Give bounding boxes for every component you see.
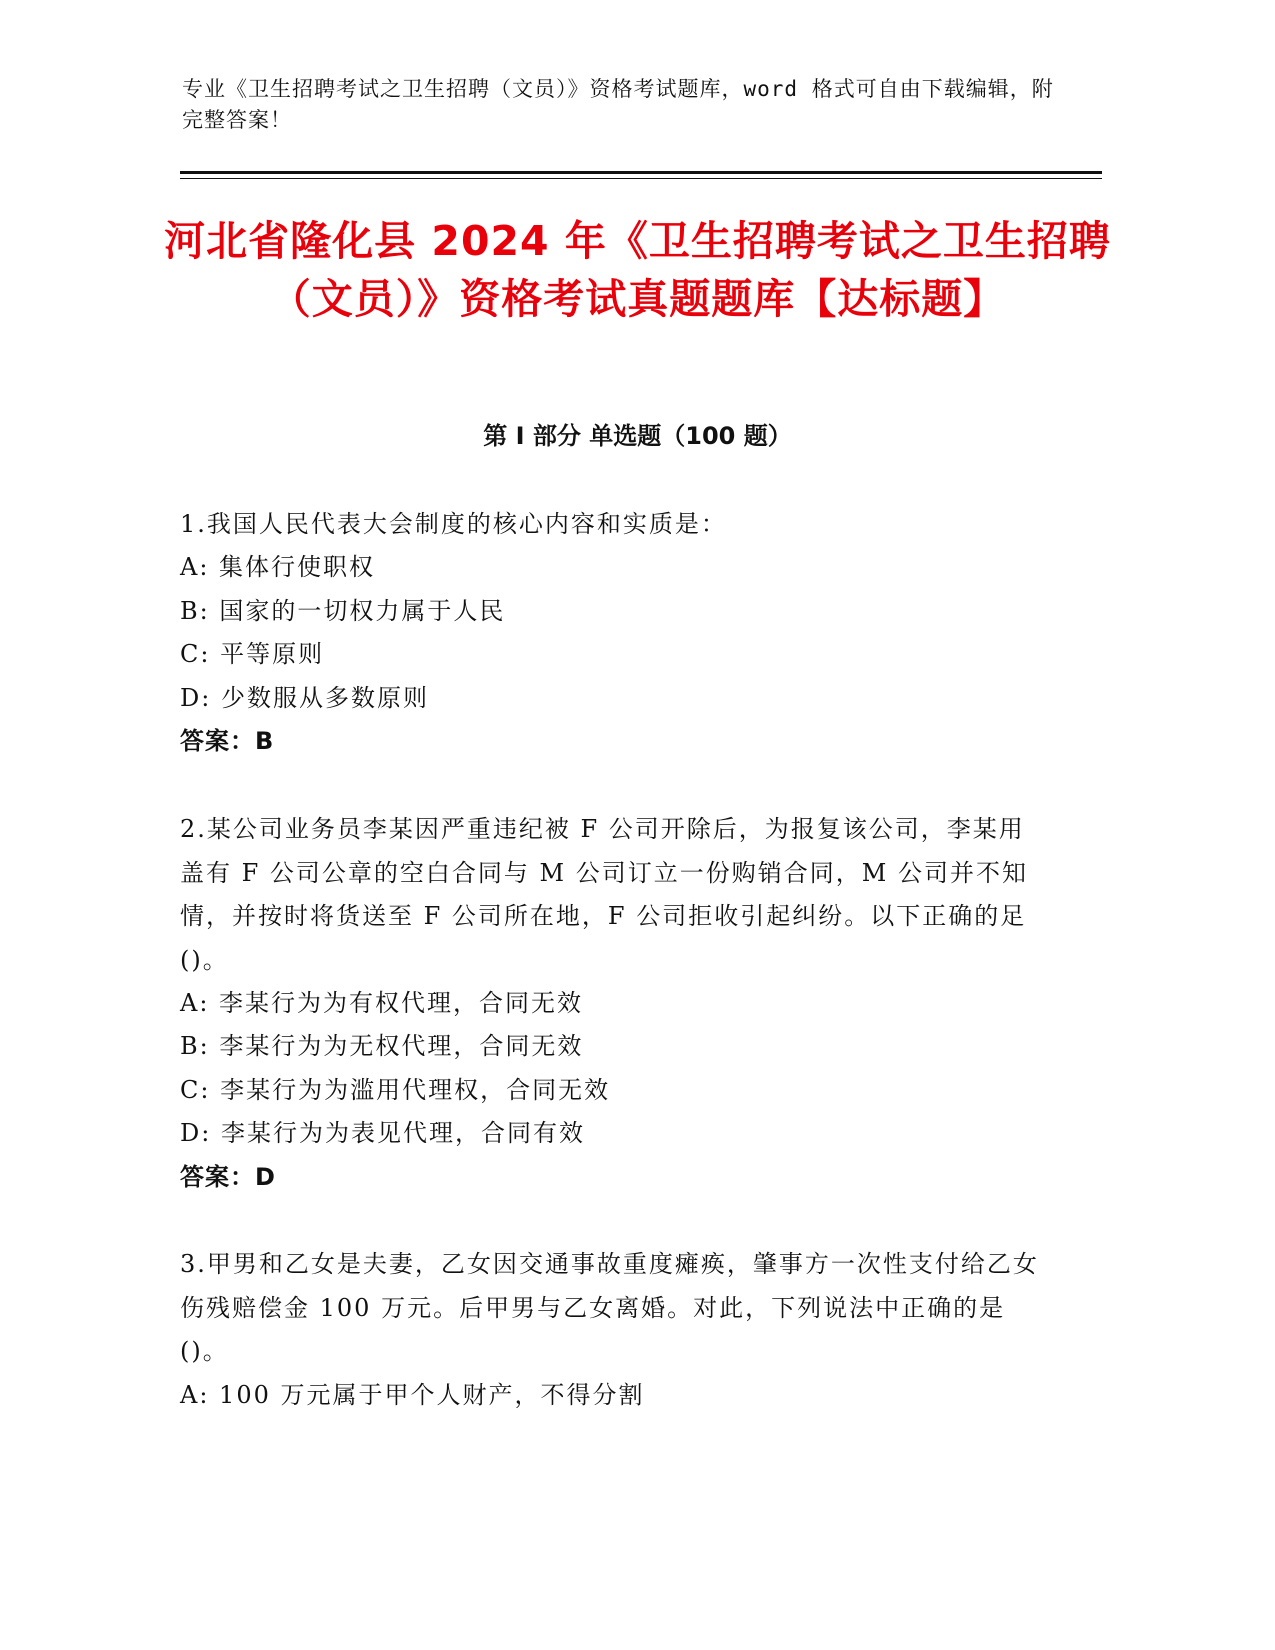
question-1-option-a: A: 集体行使职权 — [180, 553, 376, 581]
header-divider-thick — [180, 171, 1102, 174]
question-1-text: 1.我国人民代表大会制度的核心内容和实质是： — [180, 510, 727, 538]
question-2-answer: 答案：D — [180, 1163, 276, 1191]
question-2-text: 2.某公司业务员李某因严重违纪被 F 公司开除后，为报复该公司，李某用盖有 F 公司公章的空白合同与 M 公司订立一份购销合同，M 公司并不知情，并按时将货送至 F 公司所在地，F 公司拒收引起纠纷。以下正确的足()。 — [180, 815, 1028, 974]
question-2-option-d: D: 李某行为为表见代理，合同有效 — [180, 1119, 585, 1147]
question-1-option-c: C: 平等原则 — [180, 640, 325, 668]
header-divider-thin — [180, 178, 1102, 179]
question-2-option-a: A: 李某行为为有权代理，合同无效 — [180, 989, 584, 1017]
section-heading: 第 I 部分 单选题（100 题） — [483, 422, 792, 450]
question-1-answer: 答案：B — [180, 727, 275, 755]
document-title: 河北省隆化县 2024 年《卫生招聘考试之卫生招聘（文员）》资格考试真题题库【达标题】 — [164, 217, 1111, 323]
header-note: 专业《卫生招聘考试之卫生招聘（文员）》资格考试题库，word 格式可自由下载编辑，附完整答案！ — [182, 77, 1054, 132]
question-3-text: 3.甲男和乙女是夫妻，乙女因交通事故重度瘫痪，肇事方一次性支付给乙女伤残赔偿金 100 万元。后甲男与乙女离婚。对此，下列说法中正确的是()。 — [180, 1250, 1039, 1365]
question-2-option-c: C: 李某行为为滥用代理权，合同无效 — [180, 1076, 611, 1104]
question-3-option-a: A: 100 万元属于甲个人财产，不得分割 — [180, 1381, 645, 1409]
question-1-option-d: D: 少数服从多数原则 — [180, 684, 429, 712]
question-1-option-b: B: 国家的一切权力属于人民 — [180, 597, 506, 625]
question-2-option-b: B: 李某行为为无权代理，合同无效 — [180, 1032, 584, 1060]
